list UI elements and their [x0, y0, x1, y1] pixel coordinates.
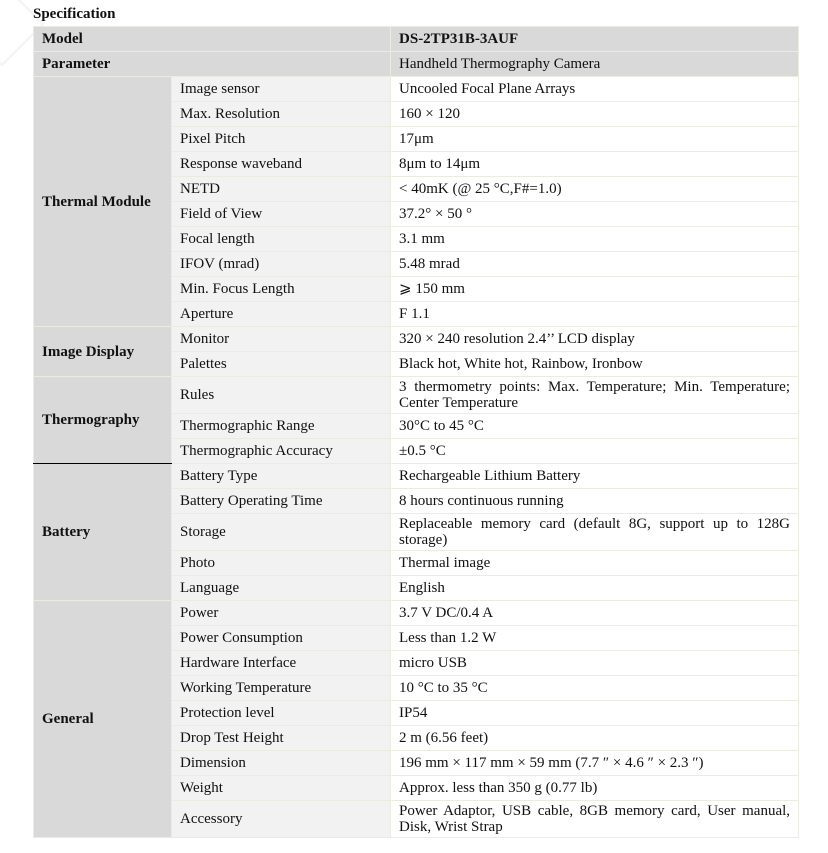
param-value: F 1.1 [391, 302, 799, 327]
parameter-label: Parameter [34, 52, 391, 77]
param-label: Dimension [172, 751, 391, 776]
specification-table [33, 26, 799, 838]
param-label: Response waveband [172, 152, 391, 177]
section-title: Specification [33, 6, 116, 22]
param-label: Power Consumption [172, 626, 391, 651]
param-label: NETD [172, 177, 391, 202]
table-row [34, 601, 799, 626]
param-value: 320 × 240 resolution 2.4’’ LCD display [391, 327, 799, 352]
category-battery: Battery [34, 464, 172, 601]
param-value: < 40mK (@ 25 °C,F#=1.0) [391, 177, 799, 202]
param-label: Power [172, 601, 391, 626]
param-label: Aperture [172, 302, 391, 327]
param-label: Working Temperature [172, 676, 391, 701]
param-label: IFOV (mrad) [172, 252, 391, 277]
table-row [34, 327, 799, 352]
param-label: Battery Operating Time [172, 489, 391, 514]
table-row [34, 77, 799, 102]
param-value: 30°C to 45 °C [391, 414, 799, 439]
param-label: Monitor [172, 327, 391, 352]
param-value: 8μm to 14μm [391, 152, 799, 177]
param-label: Language [172, 576, 391, 601]
param-value: Power Adaptor, USB cable, 8GB memory card, User manual, Disk, Wrist Strap [391, 801, 799, 838]
param-value: Thermal image [391, 551, 799, 576]
param-value: 3.7 V DC/0.4 A [391, 601, 799, 626]
param-label: Max. Resolution [172, 102, 391, 127]
param-value: micro USB [391, 651, 799, 676]
param-label: Hardware Interface [172, 651, 391, 676]
param-value: 37.2° × 50 ° [391, 202, 799, 227]
param-label: Image sensor [172, 77, 391, 102]
category-general: General [34, 601, 172, 838]
param-value: 5.48 mrad [391, 252, 799, 277]
param-value: 3.1 mm [391, 227, 799, 252]
param-value: 3 thermometry points: Max. Temperature; Min. Temperature; Center Temperature [391, 377, 799, 414]
param-label: Photo [172, 551, 391, 576]
param-value: ⩾ 150 mm [391, 277, 799, 302]
param-label: Focal length [172, 227, 391, 252]
param-value: 2 m (6.56 feet) [391, 726, 799, 751]
param-value: Uncooled Focal Plane Arrays [391, 77, 799, 102]
param-value: IP54 [391, 701, 799, 726]
param-value: 17μm [391, 127, 799, 152]
param-value: 10 °C to 35 °C [391, 676, 799, 701]
param-label: Field of View [172, 202, 391, 227]
table-row [34, 464, 799, 489]
param-label: Min. Focus Length [172, 277, 391, 302]
param-label: Drop Test Height [172, 726, 391, 751]
param-label: Accessory [172, 801, 391, 838]
category-image-display: Image Display [34, 327, 172, 377]
param-value: Replaceable memory card (default 8G, support up to 128G storage) [391, 514, 799, 551]
param-value: 8 hours continuous running [391, 489, 799, 514]
param-label: Storage [172, 514, 391, 551]
param-label: Palettes [172, 352, 391, 377]
param-value: 160 × 120 [391, 102, 799, 127]
param-value: Approx. less than 350 g (0.77 lb) [391, 776, 799, 801]
parameter-value: Handheld Thermography Camera [391, 52, 799, 77]
param-label: Battery Type [172, 464, 391, 489]
category-thermography: Thermography [34, 377, 172, 464]
param-label: Thermographic Range [172, 414, 391, 439]
header-row-model [34, 27, 799, 52]
param-label: Rules [172, 377, 391, 414]
param-value: Black hot, White hot, Rainbow, Ironbow [391, 352, 799, 377]
param-label: Pixel Pitch [172, 127, 391, 152]
param-value: ±0.5 °C [391, 439, 799, 464]
category-thermal-module: Thermal Module [34, 77, 172, 327]
model-label: Model [34, 27, 391, 52]
param-value: English [391, 576, 799, 601]
table-row [34, 377, 799, 414]
param-label: Thermographic Accuracy [172, 439, 391, 464]
param-value: Rechargeable Lithium Battery [391, 464, 799, 489]
param-label: Protection level [172, 701, 391, 726]
model-value: DS-2TP31B-3AUF [391, 27, 799, 52]
param-value: 196 mm × 117 mm × 59 mm (7.7 ″ × 4.6 ″ × 2.3 ″) [391, 751, 799, 776]
param-value: Less than 1.2 W [391, 626, 799, 651]
param-label: Weight [172, 776, 391, 801]
header-row-parameter [34, 52, 799, 77]
